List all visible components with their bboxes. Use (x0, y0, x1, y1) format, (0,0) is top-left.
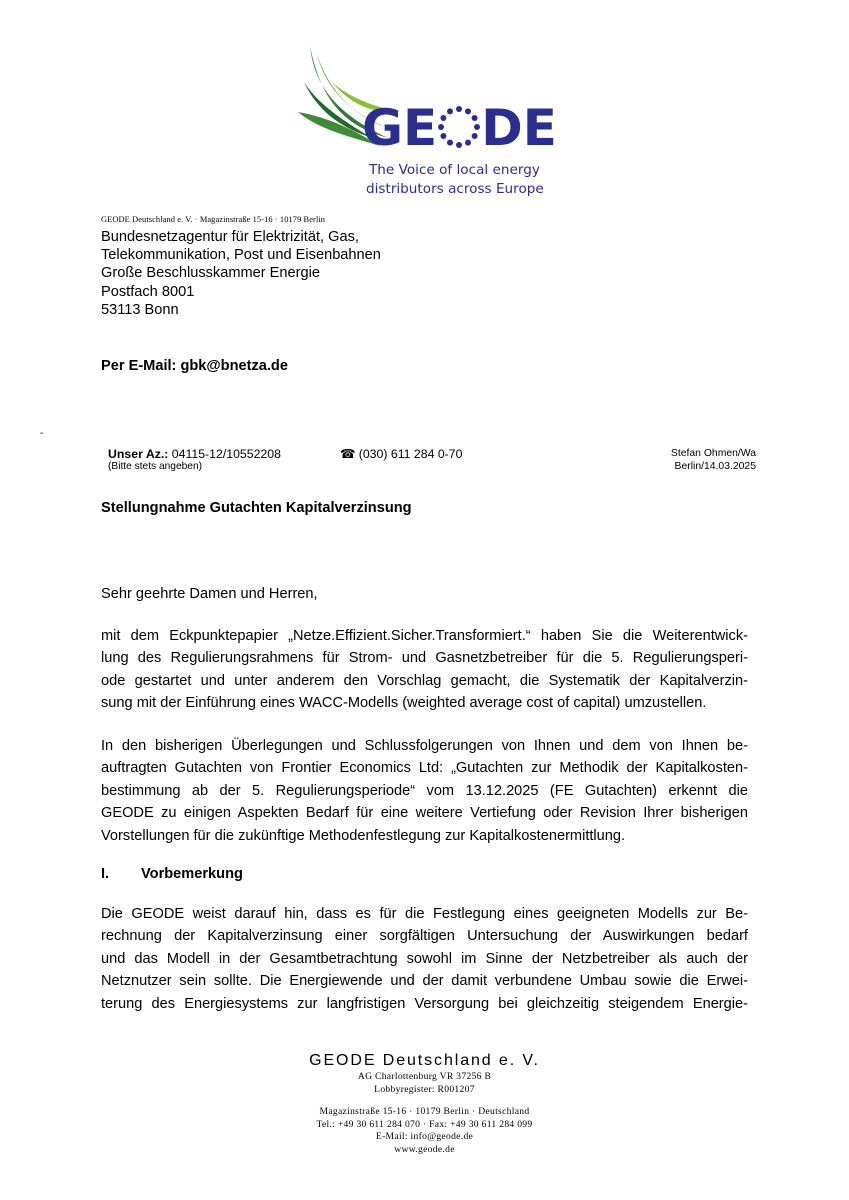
footer-phone-fax: Tel.: +49 30 611 284 070 · Fax: +49 30 611 284 099 (316, 1118, 533, 1130)
section-title: Vorbemerkung (141, 866, 243, 882)
reference-value: 04115-12/10552208 (168, 447, 281, 461)
recipient-line: Telekommunikation, Post und Eisenbahnen (101, 247, 381, 264)
sender-return-address: GEODE Deutschland e. V. · Magazinstraße 15-16 · 10179 Berlin (101, 215, 326, 224)
section-number: I. (101, 866, 110, 882)
text-line: bestimmung ab der 5. Regulierungsperiode“ vom 13.12.2025 (FE Gutachten) erkennt die (101, 782, 748, 799)
footer-register: AG Charlottenburg VR 37256 B (357, 1071, 492, 1082)
footer-org-name: GEODE Deutschland e. V. (309, 1052, 540, 1069)
text-line: und das Modell in der Gesamtbetrachtung sowohl im Sinne der Netzbetreiber als auch der (101, 950, 748, 967)
body-paragraph-1 (101, 625, 748, 715)
footer-website: www.geode.de (394, 1143, 455, 1155)
text-line: Die GEODE weist darauf hin, dass es für die Festlegung eines geeigneten Modells zur Be- (101, 906, 748, 922)
section-heading (101, 866, 243, 882)
text-line: Netznutzer sein sollte. Die Energiewende und der damit verbundene Umbau sowie die Erwei- (101, 973, 748, 990)
text-line: terung des Energiesystems zur langfristigen Versorgung bei gleichzeitig steigendem Energie- (101, 995, 748, 1012)
reference-number (108, 447, 281, 461)
recipient-line: Große Beschlusskammer Energie (101, 265, 320, 282)
telephone-icon: ☎ (340, 447, 356, 461)
text-line: mit dem Eckpunktepapier „Netze.Effizient.Sicher.Transformiert.“ haben Sie die Weiterentwick- (101, 628, 748, 644)
text-line: In den bisherigen Überlegungen und Schlussfolgerungen von Ihnen und dem von Ihnen be- (101, 738, 748, 754)
logo-tagline-line2: distributors across Europe (366, 181, 544, 197)
body-paragraph-3 (101, 903, 748, 1015)
author-name: Stefan Ohmen/Wa (670, 448, 756, 459)
geode-logo (292, 42, 562, 202)
recipient-address (101, 228, 381, 319)
author-block (671, 447, 756, 473)
text-line: sung mit der Einführung eines WACC-Modells (weighted average cost of capital) umzustellen. (101, 695, 707, 712)
text-line: GEODE zu einigen Aspekten Bedarf für eine weitere Vertiefung oder Revision Ihrer bisherigen (101, 805, 748, 822)
body-paragraph-2 (101, 735, 748, 847)
reference-label: Unser Az.: (108, 447, 169, 461)
text-line: auftragten Gutachten von Frontier Economics Ltd: „Gutachten zur Methodik der Kapitalkosten- (101, 760, 748, 777)
text-line: lung des Regulierungsrahmens für Strom- und Gasnetzbetreiber für die 5. Regulierungsperi- (101, 650, 748, 667)
reference-note: (Bitte stets angeben) (108, 461, 203, 472)
recipient-line: 53113 Bonn (101, 301, 179, 318)
recipient-line: Postfach 8001 (101, 283, 195, 300)
text-line: ode gestartet und unter anderem den Vorschlag gemacht, die Systematik der Kapitalverzin- (101, 672, 748, 689)
logo-wordmark-start: GE (362, 99, 438, 157)
text-line: rechnung der Kapitalverzinsung einer sorgfältigen Untersuchung der Auswirkungen bedarf (101, 928, 748, 945)
place-date: Berlin/14.03.2025 (674, 461, 756, 472)
eu-stars-circle-icon (437, 104, 481, 148)
phone-number (340, 447, 462, 461)
fold-mark: - (40, 428, 44, 439)
logo-tagline-line1: The Voice of local energy (369, 162, 540, 178)
logo-wordmark-end: DE (481, 99, 557, 157)
salutation: Sehr geehrte Damen und Herren, (101, 586, 318, 602)
phone-number-value: (030) 611 284 0-70 (355, 447, 463, 461)
email-delivery-line: Per E-Mail: gbk@bnetza.de (101, 358, 288, 374)
footer-email: E-Mail: info@geode.de (375, 1131, 474, 1143)
recipient-line: Bundesnetzagentur für Elektrizität, Gas, (101, 229, 359, 245)
footer-lobby-register: Lobbyregister: R001207 (374, 1083, 475, 1095)
text-line: Vorstellungen für die zukünftige Methodenfestlegung zur Kapitalkostenermittlung. (101, 827, 626, 844)
letter-subject: Stellungnahme Gutachten Kapitalverzinsung (101, 500, 412, 516)
letter-footer (0, 1051, 849, 1157)
footer-address: Magazinstraße 15-16 · 10179 Berlin · Deutschland (319, 1106, 530, 1118)
